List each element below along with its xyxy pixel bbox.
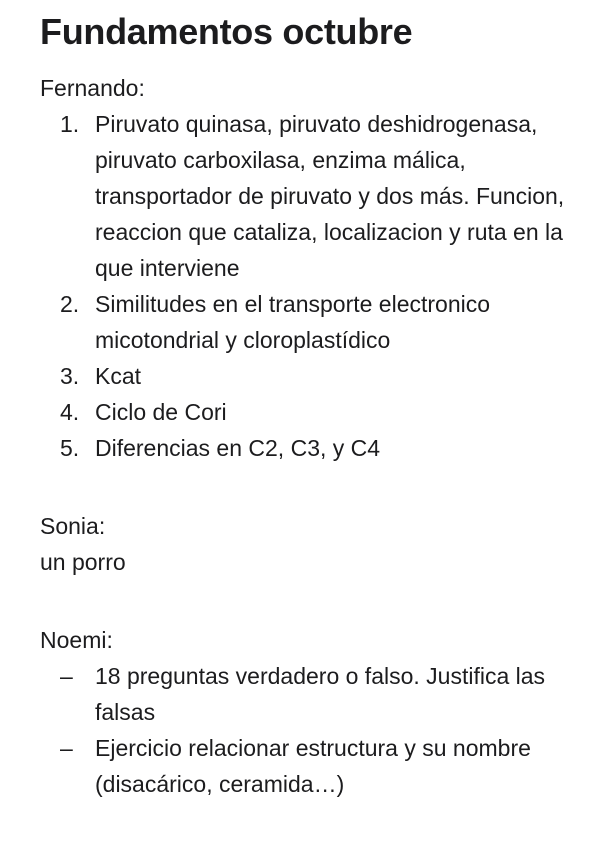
list-item[interactable] — [40, 658, 600, 730]
dash-bullet: – — [60, 735, 73, 761]
list-number: 2. — [60, 291, 80, 317]
list-item-text: Ejercicio relacionar estructura y su nombre (disacárico, ceramida…) — [95, 735, 531, 797]
note-body[interactable] — [40, 8, 600, 802]
list-item[interactable] — [40, 430, 600, 466]
dash-bullet: – — [60, 663, 73, 689]
list-item-text: Similitudes en el transporte electronico micotondrial y cloroplastídico — [95, 291, 491, 353]
list-number: 4. — [60, 399, 80, 425]
list-item-text: 18 preguntas verdadero o falso. Justifica las falsas — [95, 663, 546, 725]
list-item-text: Ciclo de Cori — [95, 399, 227, 425]
section-heading-fernando[interactable]: Fernando: — [40, 75, 145, 101]
list-item[interactable] — [40, 730, 600, 802]
fernando-list — [40, 106, 600, 466]
list-item[interactable] — [40, 394, 600, 430]
noemi-list — [40, 658, 600, 802]
list-item[interactable] — [40, 286, 600, 358]
list-number: 5. — [60, 435, 80, 461]
list-number: 3. — [60, 363, 80, 389]
section-heading-sonia[interactable]: Sonia: — [40, 513, 106, 539]
list-item[interactable] — [40, 358, 600, 394]
list-item-text: Kcat — [95, 363, 142, 389]
list-item-text: Piruvato quinasa, piruvato deshidrogenasa, piruvato carboxilasa, enzima málica, transportador de piruvato y dos más. Funcion, reaccion que cataliza, localizacion y ruta en la que interviene — [95, 111, 565, 281]
list-item-text: Diferencias en C2, C3, y C4 — [95, 435, 381, 461]
list-number: 1. — [60, 111, 80, 137]
blank-line — [40, 580, 600, 622]
list-item[interactable] — [40, 106, 600, 286]
note-title[interactable]: Fundamentos octubre — [40, 11, 413, 52]
section-heading-noemi[interactable]: Noemi: — [40, 627, 113, 653]
blank-line — [40, 466, 600, 508]
sonia-line[interactable]: un porro — [40, 549, 126, 575]
